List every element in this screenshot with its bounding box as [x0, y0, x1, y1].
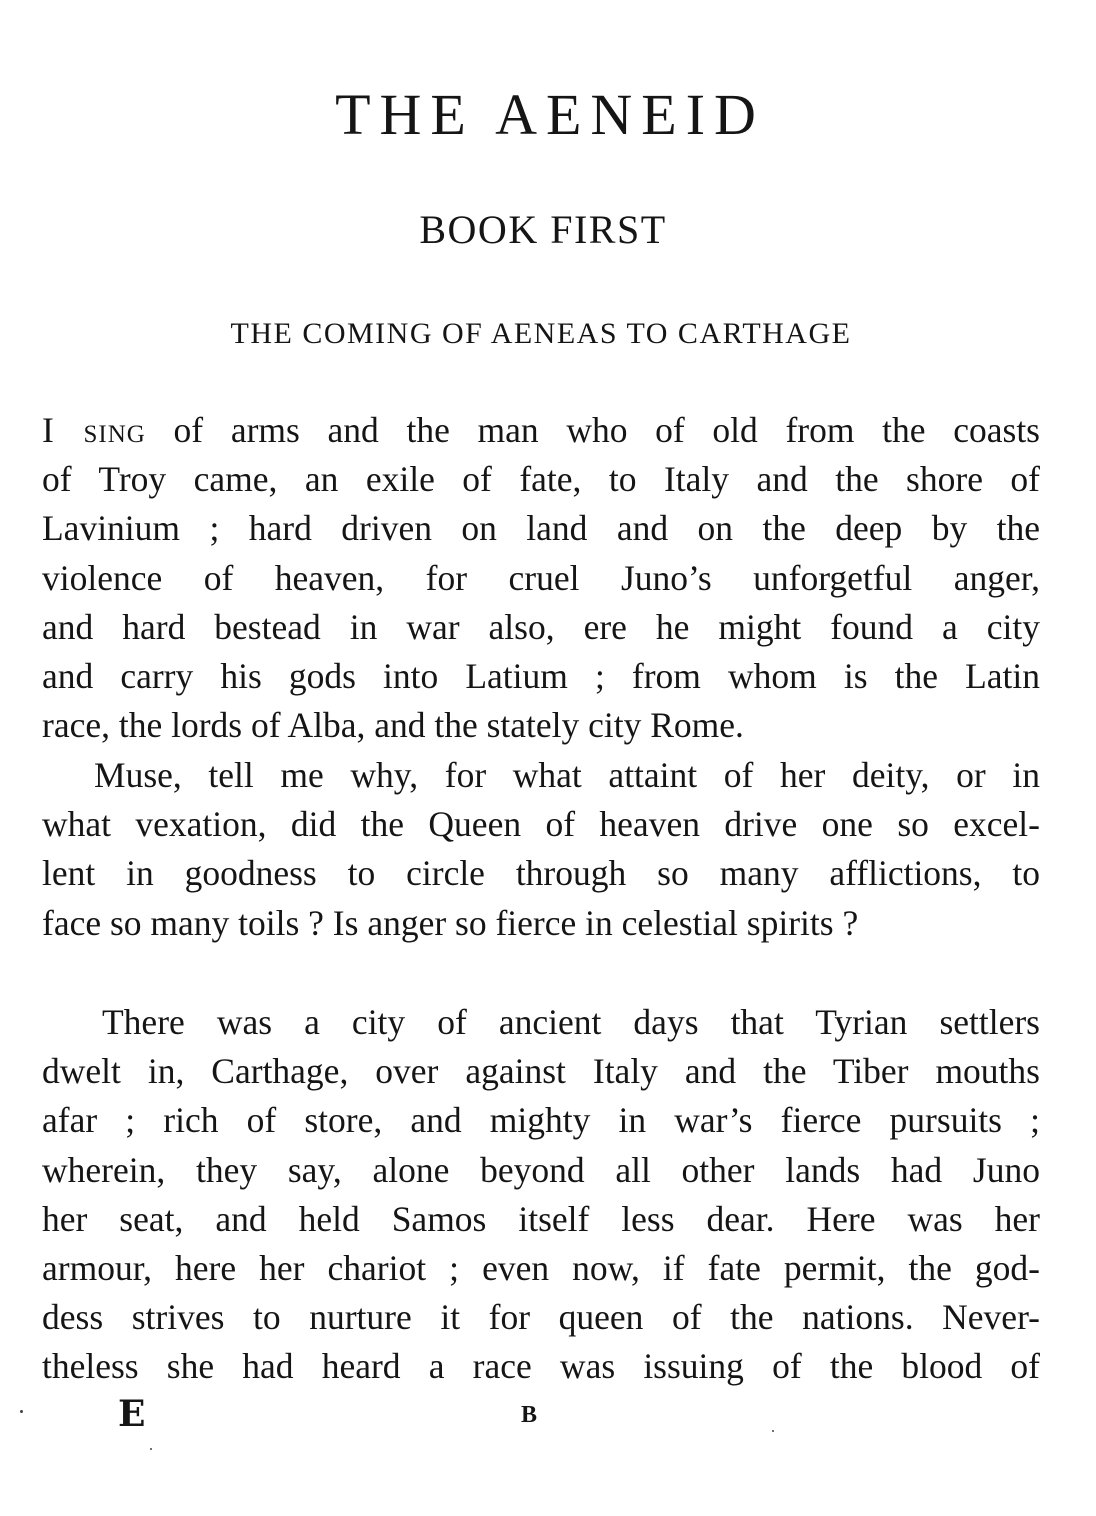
scan-speck — [20, 1410, 23, 1413]
opening-words: I sing — [42, 410, 146, 450]
text-line: her seat, and held Samos itself less dear. Here was her — [42, 1198, 1040, 1239]
scan-speck — [772, 1430, 774, 1432]
text-line: wherein, they say, alone beyond all other lands had Juno — [42, 1149, 1040, 1190]
text-line: lent in goodness to circle through so many afflictions, to — [42, 853, 1040, 894]
text-line: There was a city of ancient days that Tyrian settlers — [102, 1002, 1040, 1042]
text-line: and carry his gods into Latium ; from whom is the Latin — [42, 655, 1040, 696]
text-line: race, the lords of Alba, and the stately city Rome. — [42, 705, 744, 746]
paragraph-3 — [42, 998, 1040, 1392]
text-line: Lavinium ; hard driven on land and on the deep by the — [42, 508, 1040, 549]
text-line: I sing of arms and the man who of old from the coasts — [42, 410, 1040, 450]
text-line: and hard bestead in war also, ere he might found a city — [42, 606, 1040, 647]
chapter-heading: THE COMING OF AENEAS TO CARTHAGE — [230, 317, 852, 350]
text-line: face so many toils ? Is anger so fierce in celestial spirits ? — [42, 902, 859, 943]
text-line: afar ; rich of store, and mighty in war’s fierce pursuits ; — [42, 1100, 1040, 1141]
text-line: Muse, tell me why, for what attaint of her deity, or in — [94, 755, 1040, 795]
scan-speck — [150, 1448, 152, 1450]
text-line: violence of heaven, for cruel Juno’s unforgetful anger, — [42, 557, 1040, 598]
text-line: what vexation, did the Queen of heaven drive one so excel- — [42, 804, 1040, 845]
text-line: armour, here her chariot ; even now, if fate permit, the god- — [42, 1247, 1040, 1288]
page-title: THE AENEID — [335, 82, 765, 147]
text-line: theless she had heard a race was issuing of the blood of — [42, 1346, 1040, 1387]
text-line: dwelt in, Carthage, over against Italy and the Tiber mouths — [42, 1051, 1040, 1092]
printer-mark: E — [118, 1393, 146, 1435]
paragraph-1 — [42, 406, 1040, 750]
paragraph-2 — [42, 751, 1040, 948]
signature-mark: B — [521, 1402, 539, 1428]
book-heading: BOOK FIRST — [419, 207, 667, 252]
text-line: of Troy came, an exile of fate, to Italy and the shore of — [42, 459, 1040, 500]
text-line: dess strives to nurture it for queen of the nations. Never- — [42, 1297, 1040, 1338]
